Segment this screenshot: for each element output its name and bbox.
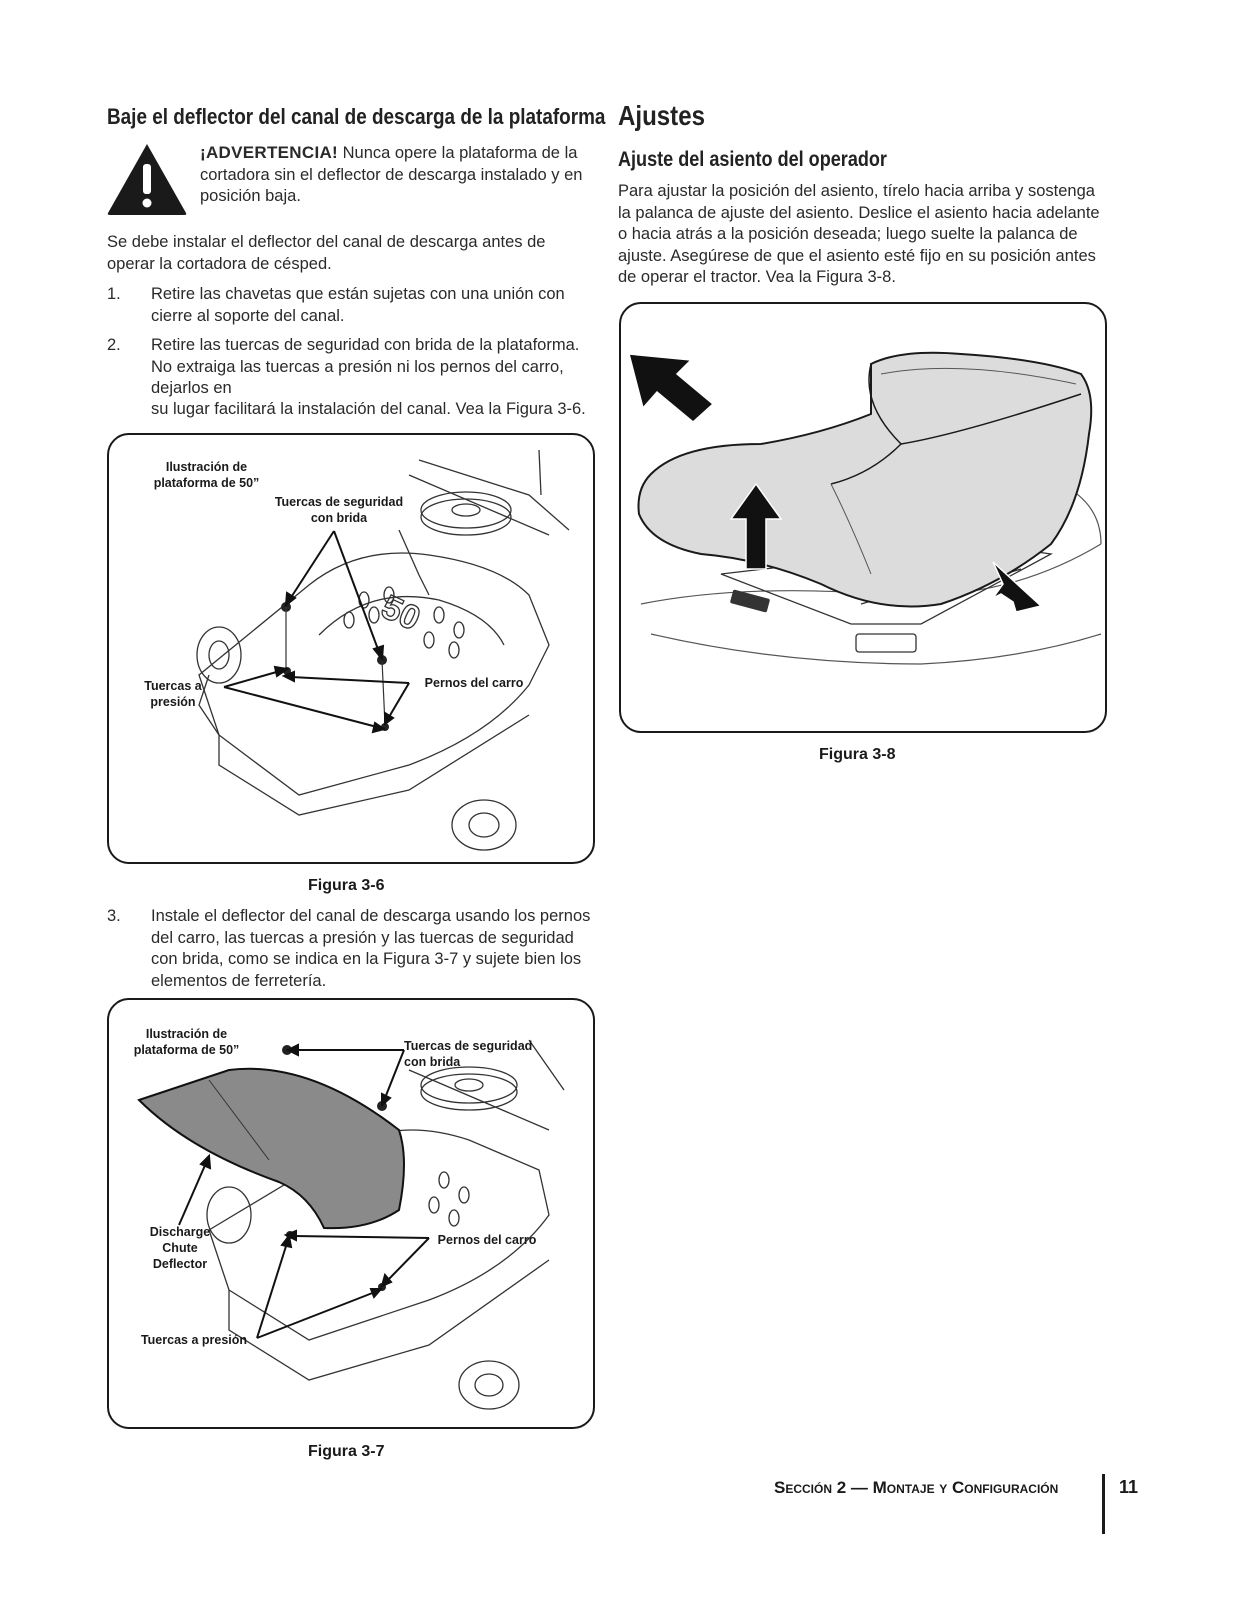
fig36-label-press-nuts: Tuercas a presión	[144, 679, 202, 709]
step-2-number: 2.	[107, 336, 121, 354]
figure-3-6-caption: Figura 3-6	[308, 877, 385, 894]
intro-paragraph: Se debe instalar el deflector del canal de descarga antes de operar la cortadora de césped.	[107, 233, 546, 273]
section-title-ajustes: Ajustes	[618, 100, 705, 131]
operator-seat-illustration	[621, 304, 1105, 731]
subheading-seat: Ajuste del asiento del operador	[618, 148, 887, 171]
warning-message	[200, 142, 592, 208]
page-number: 11	[1119, 1477, 1139, 1497]
figure-3-8-caption: Figura 3-8	[819, 746, 896, 763]
fig37-label-deflector: Discharge Chute Deflector	[149, 1225, 211, 1271]
fig37-label-carriage-bolts: Pernos del carro	[437, 1233, 537, 1247]
fig36-label-illustration: Ilustración de plataforma de 50”	[153, 460, 260, 490]
figure-3-7-caption: Figura 3-7	[308, 1443, 385, 1460]
step-1-text: Retire las chavetas que están sujetas con una unión con cierre al soporte del canal.	[151, 285, 565, 325]
footer-divider	[1102, 1474, 1105, 1534]
warning-label: ¡ADVERTENCIA!	[200, 143, 339, 162]
seat-paragraph: Para ajustar la posición del asiento, tírelo hacia arriba y sostenga la palanca de ajuste del asiento. Deslice el asiento hacia adelante o hacia atrás a la posición deseada; luego suelte la palanca de ajuste. Asegúrese de que el asiento esté fijo en su posición antes de operar el tractor. Vea la Figura 3-8.	[618, 182, 1100, 286]
figure-3-7	[107, 998, 595, 1429]
step-3-text: Instale el deflector del canal de descarga usando los pernos del carro, las tuercas a presión y las tuercas de seguridad con brida, como se indica en la Figura 3-7 y sujete bien los elementos de ferretería.	[151, 907, 591, 990]
warning-triangle-icon	[106, 142, 188, 216]
step-2-continued: su lugar facilitará la instalación del canal. Vea la Figura 3-6.	[151, 400, 586, 418]
fig36-label-carriage-bolts: Pernos del carro	[424, 676, 524, 690]
fig37-label-flange-nuts: Tuercas de seguridad con brida	[404, 1039, 533, 1069]
figure-3-8	[619, 302, 1107, 733]
fig37-label-press-nuts: Tuercas a presión	[140, 1333, 248, 1347]
warning-text: Nunca opere la plataforma de la cortadora sin el deflector de descarga instalado y en posición baja.	[200, 144, 583, 205]
footer-section-label: Sección 2 — Montaje y Configuración	[774, 1478, 1059, 1497]
fig36-label-flange-nuts: Tuercas de seguridad con brida	[274, 495, 404, 525]
step-1-number: 1.	[107, 285, 121, 303]
fig37-label-illustration: Ilustración de plataforma de 50”	[133, 1027, 240, 1057]
step-2-text: Retire las tuercas de seguridad con brida de la plataforma. No extraiga las tuercas a presión ni los pernos del carro, dejarlos en	[151, 336, 580, 397]
section-heading-deflector: Baje el deflector del canal de descarga de la plataforma	[107, 104, 606, 129]
step-3-number: 3.	[107, 907, 121, 925]
figure-3-6	[107, 433, 595, 864]
svg-text:50: 50	[375, 587, 426, 639]
